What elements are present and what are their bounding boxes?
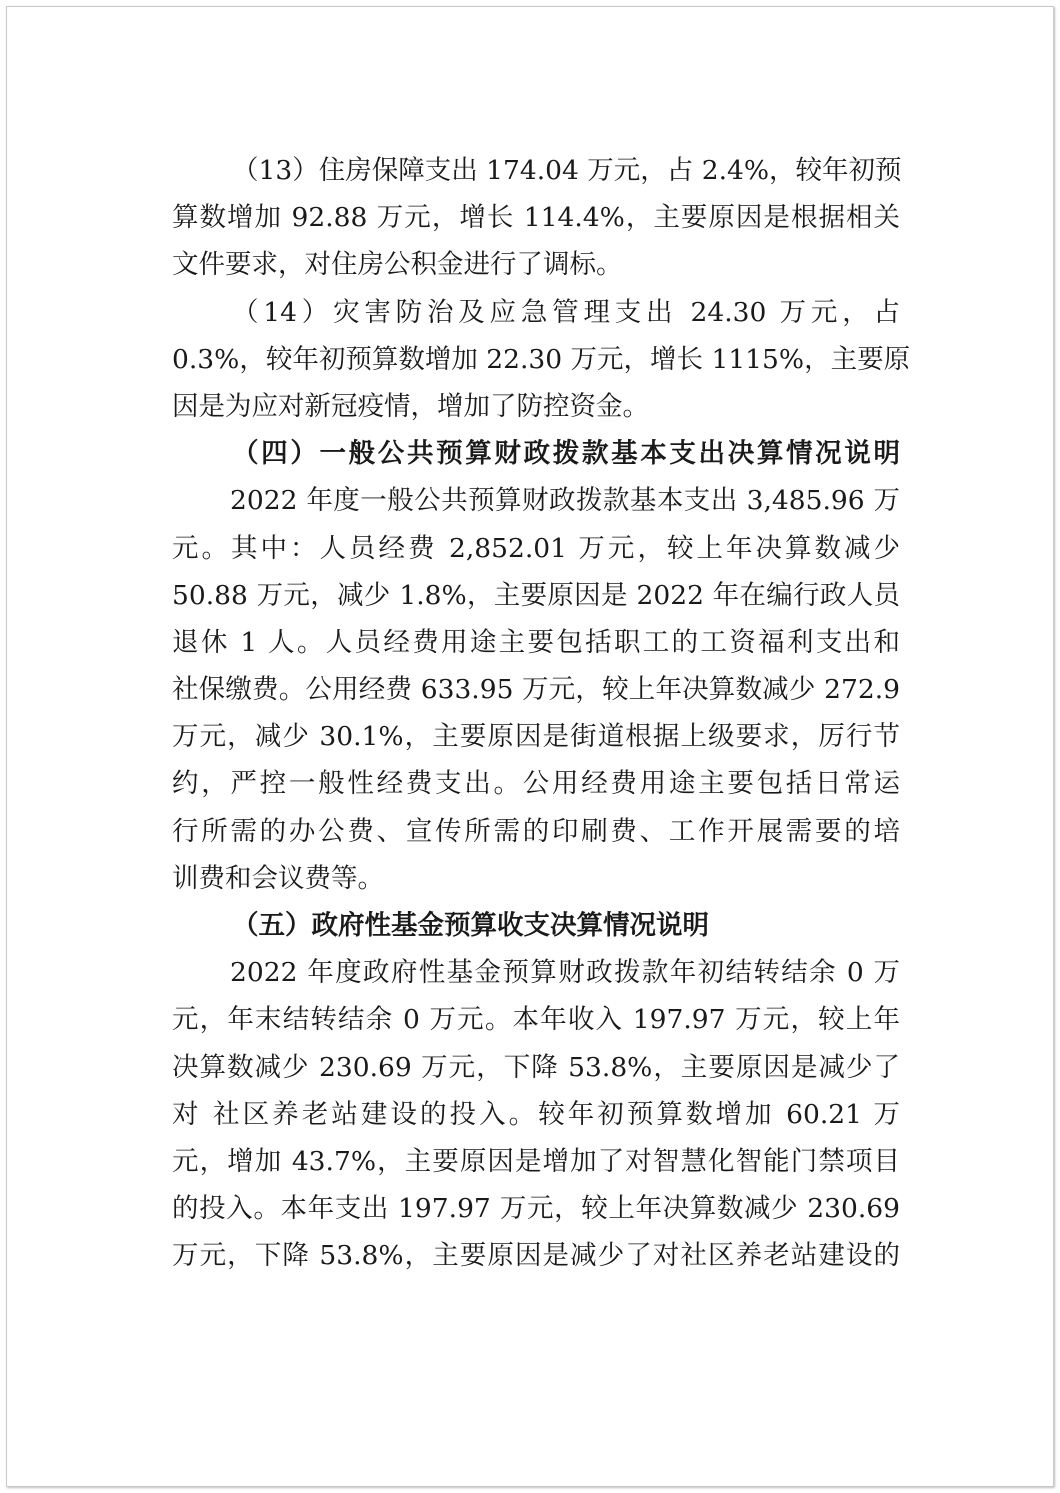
paragraph-line: 万元，下降 53.8%，主要原因是减少了对社区养老站建设的: [172, 1240, 900, 1272]
section-heading-line: （四）一般公共预算财政拨款基本支出决算情况说明: [232, 438, 900, 470]
section-heading-line: （五）政府性基金预算收支决算情况说明: [232, 910, 709, 941]
paragraph-line: 退休 1 人。人员经费用途主要包括职工的工资福利支出和: [172, 626, 900, 658]
paragraph-line: 对 社区养老站建设的投入。较年初预算数增加 60.21 万: [172, 1098, 900, 1130]
paragraph-line: 元。其中：人员经费 2,852.01 万元，较上年决算数减少: [172, 532, 900, 564]
paragraph-line: （13）住房保障支出 174.04 万元，占 2.4%，较年初预: [232, 155, 902, 186]
paragraph-line: 50.88 万元，减少 1.8%，主要原因是 2022 年在编行政人员: [172, 579, 900, 611]
paragraph-line: 行所需的办公费、宣传所需的印刷费、工作开展需要的培: [172, 815, 900, 847]
paragraph-line: 0.3%，较年初预算数增加 22.30 万元，增长 1115%，主要原: [172, 343, 911, 375]
paragraph-line: 文件要求，对住房公积金进行了调标。: [172, 249, 623, 281]
paragraph-line: 2022 年度政府性基金预算财政拨款年初结转结余 0 万: [230, 957, 900, 989]
document-page: [6, 6, 1054, 1487]
paragraph-line: （14）灾害防治及应急管理支出 24.30 万元，占: [232, 296, 900, 328]
paragraph-line: 社保缴费。公用经费 633.95 万元，较上年决算数减少 272.9: [172, 674, 900, 706]
paragraph-line: 元，增加 43.7%，主要原因是增加了对智慧化智能门禁项目: [172, 1145, 900, 1177]
paragraph-line: 训费和会议费等。: [172, 862, 384, 894]
paragraph-line: 决算数减少 230.69 万元，下降 53.8%，主要原因是减少了: [172, 1051, 900, 1083]
paragraph-line: 算数增加 92.88 万元，增长 114.4%，主要原因是根据相关: [172, 202, 900, 234]
paragraph-line: 元，年末结转结余 0 万元。本年收入 197.97 万元，较上年: [172, 1004, 900, 1036]
paragraph-line: 约，严控一般性经费支出。公用经费用途主要包括日常运: [172, 768, 900, 800]
paragraph-line: 万元，减少 30.1%，主要原因是街道根据上级要求，厉行节: [172, 721, 900, 753]
paragraph-line: 因是为应对新冠疫情，增加了防控资金。: [172, 390, 649, 422]
document-body: [172, 147, 911, 1280]
paragraph-line: 的投入。本年支出 197.97 万元，较上年决算数减少 230.69: [172, 1193, 900, 1225]
paragraph-line: 2022 年度一般公共预算财政拨款基本支出 3,485.96 万: [230, 485, 900, 517]
